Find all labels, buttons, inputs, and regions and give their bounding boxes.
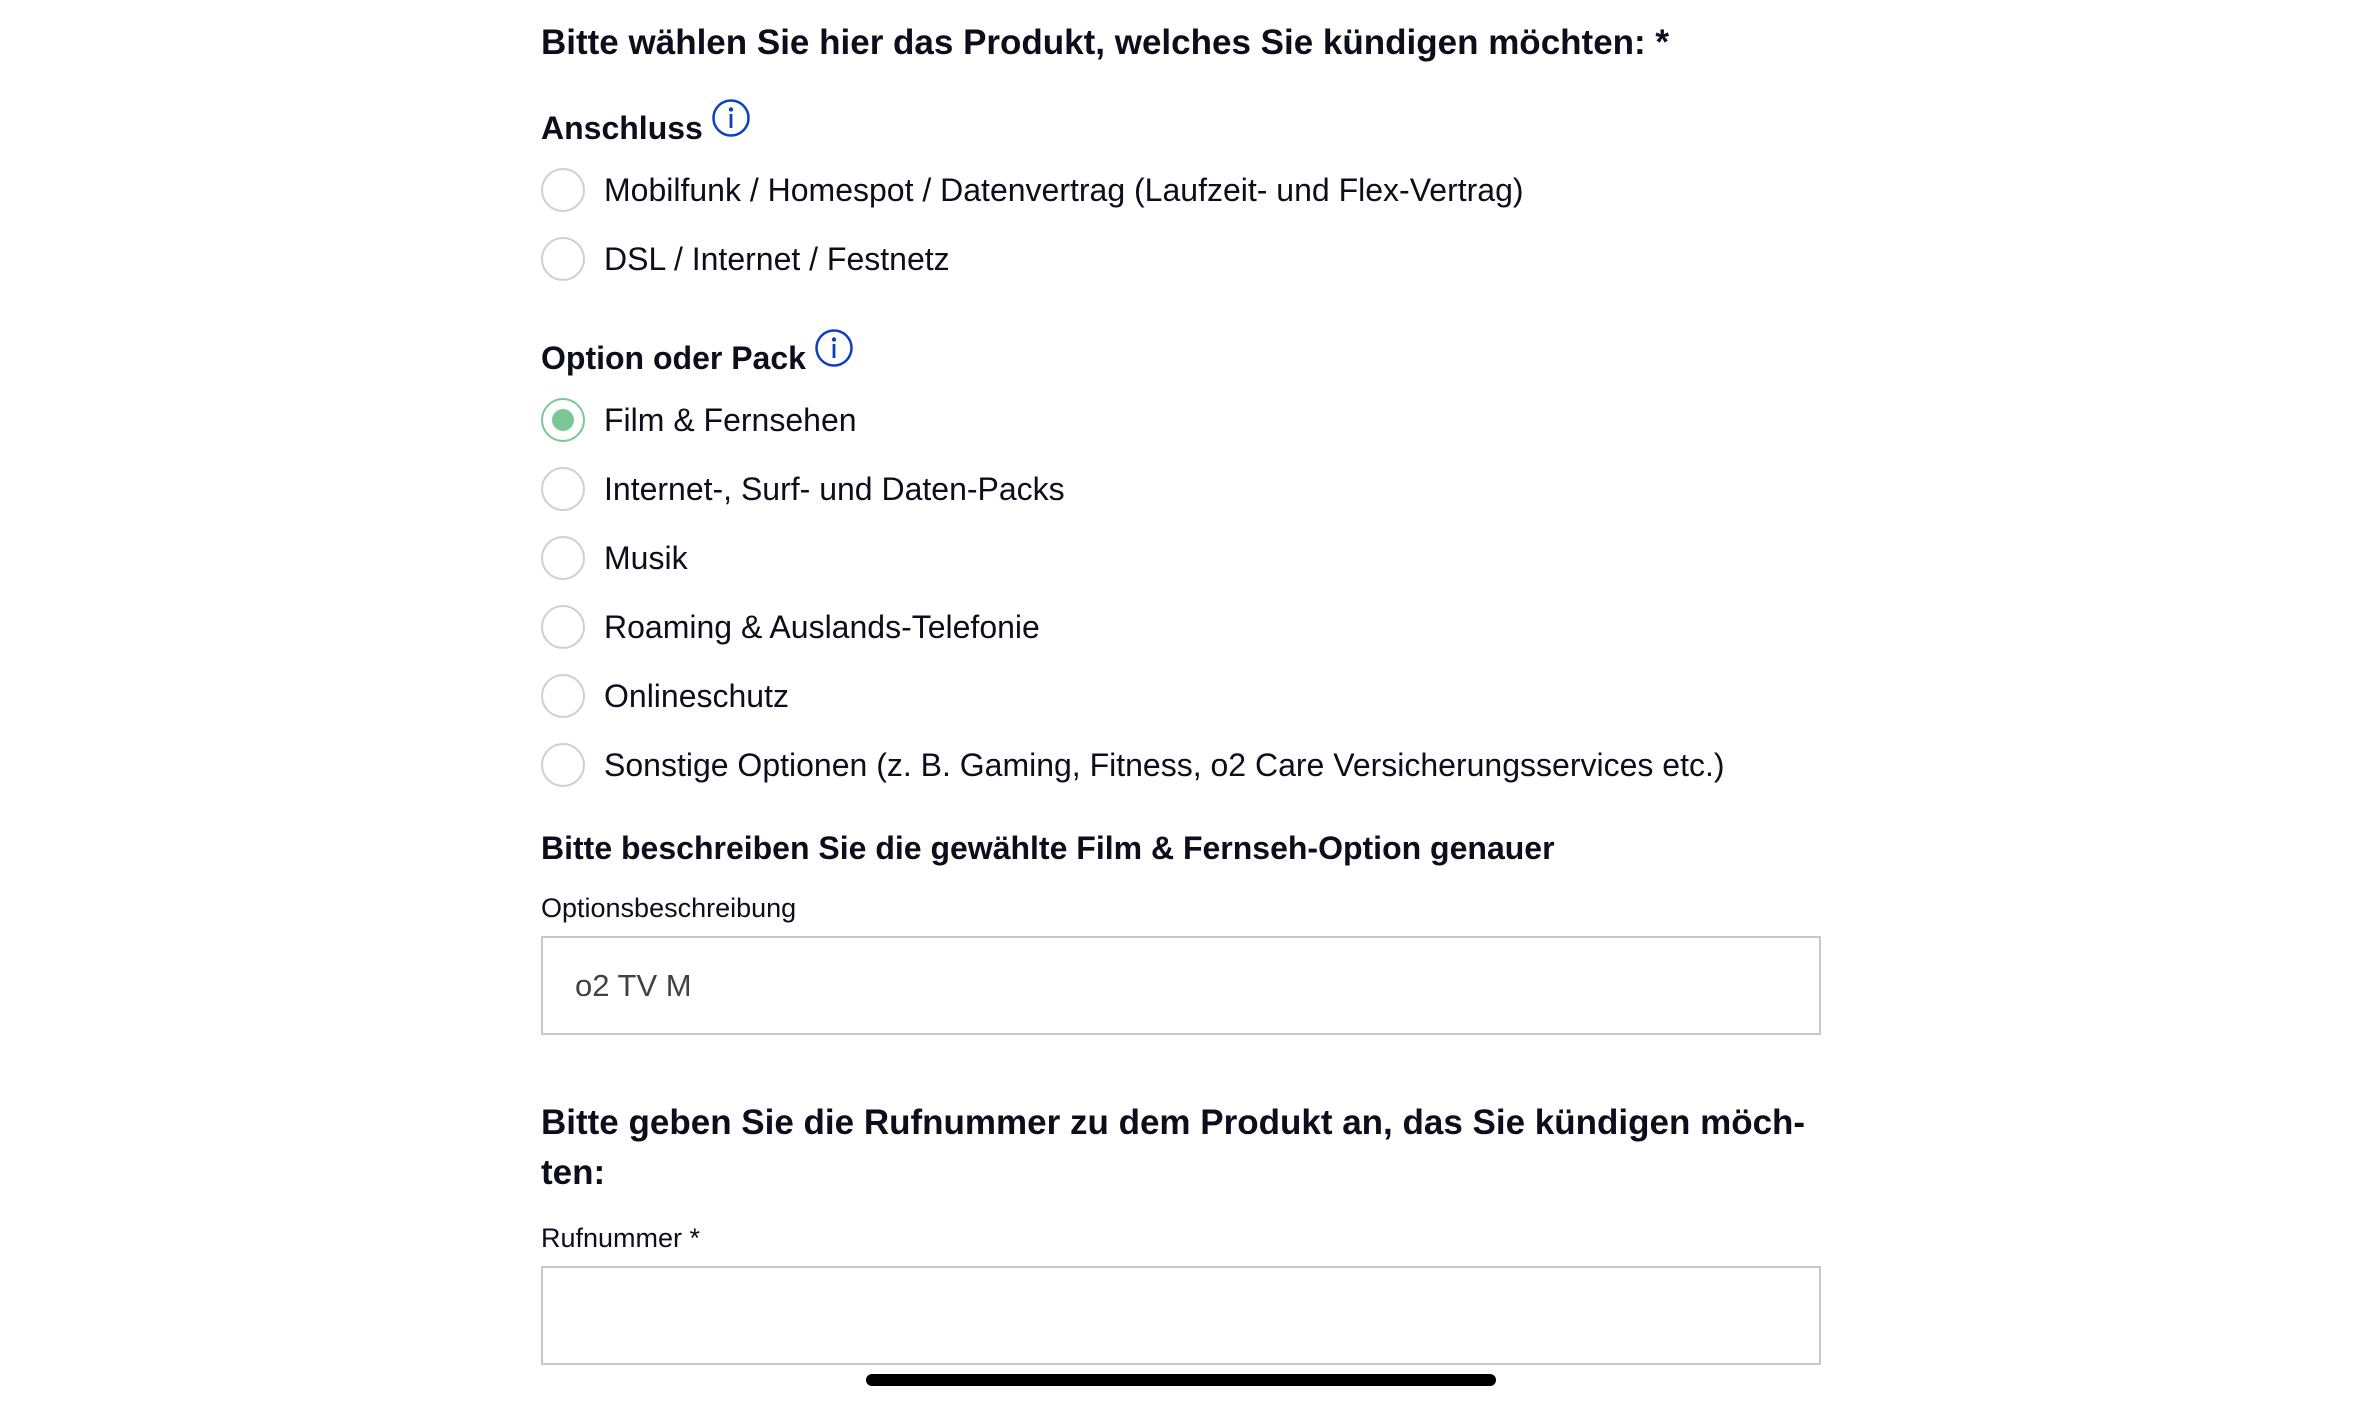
option-description-input[interactable] [541,936,1821,1035]
home-indicator [866,1374,1496,1386]
describe-option-heading: Bitte beschreiben Sie die gewählte Film & Fernseh-Option genauer [541,830,1555,866]
group-label-anschluss [541,108,751,148]
radio-selected-dot [552,409,574,431]
radio-option-label: Onlineschutz [604,678,789,714]
info-icon[interactable] [711,98,751,138]
radio-option-label: Internet-, Surf- und Daten-Packs [604,471,1065,507]
radio-option-internet-packs[interactable] [541,464,1065,514]
radio-button[interactable] [541,237,585,281]
radio-option-label: DSL / Internet / Festnetz [604,241,950,277]
radio-option-mobilfunk[interactable] [541,165,1524,215]
radio-option-label: Film & Fernsehen [604,402,857,438]
radio-option-label: Mobilfunk / Homespot / Datenvertrag (Laufzeit- und Flex-Vertrag) [604,172,1524,208]
radio-button[interactable] [541,743,585,787]
radio-option-onlineschutz[interactable] [541,671,789,721]
radio-button[interactable] [541,605,585,649]
group-label-anschluss-text: Anschluss [541,110,703,146]
radio-button[interactable] [541,168,585,212]
radio-option-musik[interactable] [541,533,688,583]
radio-option-label: Sonstige Optionen (z. B. Gaming, Fitness, o2 Care Versicherungsservices etc.) [604,747,1725,783]
radio-option-film-fernsehen[interactable] [541,395,857,445]
radio-option-sonstige[interactable] [541,740,1725,790]
group-label-option-oder-pack [541,338,854,378]
radio-option-dsl[interactable] [541,234,950,284]
radio-button[interactable] [541,467,585,511]
radio-option-roaming[interactable] [541,602,1040,652]
phone-heading-text: Bitte geben Sie die Rufnummer zu dem Produkt an, das Sie kündigen möch-ten: [541,1103,1806,1192]
phone-number-label: Rufnummer * [541,1223,701,1253]
phone-number-input[interactable] [541,1266,1821,1365]
info-icon[interactable] [814,328,854,368]
radio-option-label: Roaming & Auslands-Telefonie [604,609,1040,645]
radio-button[interactable] [541,674,585,718]
option-description-label: Optionsbeschreibung [541,893,797,923]
radio-option-label: Musik [604,540,688,576]
radio-button-selected[interactable] [541,398,585,442]
product-question-heading: Bitte wählen Sie hier das Produkt, welches Sie kündigen möchten: * [541,23,1670,62]
phone-number-heading [541,1098,1821,1198]
group-label-option-oder-pack-text: Option oder Pack [541,340,806,376]
radio-button[interactable] [541,536,585,580]
